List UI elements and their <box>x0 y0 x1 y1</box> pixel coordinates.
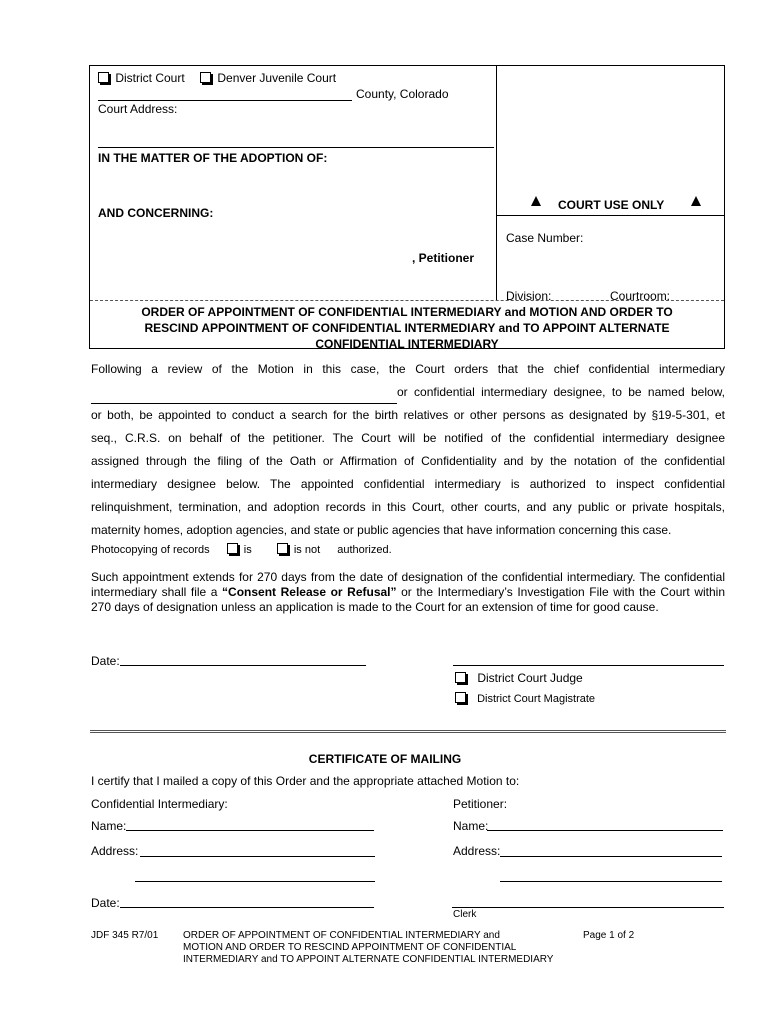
order-title-line2: RESCIND APPOINTMENT OF CONFIDENTIAL INTERMEDIARY and TO APPOINT ALTERNATE <box>144 321 670 335</box>
consent-release-text: “Consent Release or Refusal” <box>222 585 397 599</box>
district-court-checkbox[interactable] <box>98 72 109 83</box>
intermediary-col-title: Confidential Intermediary: <box>91 797 228 811</box>
paragraph-line: seq., C.R.S. on behalf of the petitioner. The Court will be notified of the confidential intermediary designee <box>91 431 725 445</box>
court-use-arrow-right <box>691 195 701 209</box>
paragraph-line: intermediary designee below. The appointed confidential intermediary is authorized to inspect confidential <box>91 477 725 491</box>
paragraph-line: maternity homes, adoption agencies, and state or public agencies that have information concerning this case. <box>91 523 672 537</box>
denver-juvenile-court-label: Denver Juvenile Court <box>217 71 337 85</box>
address-rule <box>98 147 494 148</box>
appointment-paragraph <box>91 570 725 615</box>
judge-option <box>455 671 583 685</box>
court-use-rule <box>497 215 724 216</box>
court-use-only-label: COURT USE ONLY <box>558 198 665 212</box>
order-paragraph <box>91 358 725 542</box>
triangle-up-icon <box>531 196 541 206</box>
footer-title-line1: ORDER OF APPOINTMENT OF CONFIDENTIAL INTERMEDIARY and <box>183 930 500 941</box>
photocopy-is-checkbox[interactable] <box>227 543 238 554</box>
case-number-label: Case Number: <box>506 231 584 245</box>
order-title-line1: ORDER OF APPOINTMENT OF CONFIDENTIAL INTERMEDIARY and MOTION AND ORDER TO <box>141 305 673 319</box>
certificate-heading: CERTIFICATE OF MAILING <box>308 752 462 766</box>
mailing-date-field[interactable] <box>120 907 374 908</box>
paragraph-line: or both, be appointed to conduct a search for the birth relatives or other persons as designated by §19-5-301, et <box>91 408 725 422</box>
footer-title-line2: MOTION AND ORDER TO RESCIND APPOINTMENT OF CONFIDENTIAL <box>183 942 517 953</box>
caption-box <box>89 65 725 349</box>
intermediary-address-field-2[interactable] <box>135 881 375 882</box>
mailing-date-label: Date: <box>91 896 120 910</box>
county-blank[interactable] <box>98 100 352 101</box>
intermediary-name-label: Name: <box>91 819 127 833</box>
photocopy-is-label: is <box>243 544 252 556</box>
courtroom-label: Courtroom: <box>610 289 671 303</box>
form-id: JDF 345 R7/01 <box>91 930 159 941</box>
concerning-label: AND CONCERNING: <box>98 206 214 220</box>
magistrate-option <box>455 692 595 705</box>
certificate-statement: I certify that I mailed a copy of this Order and the appropriate attached Motion to: <box>91 774 520 788</box>
intermediary-address-field[interactable] <box>140 856 375 857</box>
county-label: County, Colorado <box>356 87 449 101</box>
paragraph-line: Following a review of the Motion in this case, the Court orders that the chief confidential intermediary <box>91 362 725 376</box>
caption-vertical-divider <box>496 66 497 301</box>
matter-label: IN THE MATTER OF THE ADOPTION OF: <box>98 151 328 165</box>
caption-divider <box>90 300 724 301</box>
denver-juvenile-court-checkbox[interactable] <box>200 72 211 83</box>
magistrate-checkbox[interactable] <box>455 692 466 703</box>
triangle-up-icon <box>691 196 701 206</box>
petitioner-address-field[interactable] <box>500 856 722 857</box>
judge-checkbox[interactable] <box>455 672 466 683</box>
petitioner-address-field-2[interactable] <box>500 881 722 882</box>
photocopy-row <box>91 543 392 556</box>
intermediary-name-blank[interactable] <box>91 388 397 404</box>
section-separator <box>90 730 726 733</box>
paragraph-line-text: or confidential intermediary designee, to be named below, <box>397 385 725 399</box>
order-date-field[interactable] <box>120 665 366 666</box>
intermediary-name-field[interactable] <box>126 830 374 831</box>
paragraph-line <box>91 381 725 404</box>
photocopy-is-not-label: is not <box>293 544 321 556</box>
petitioner-address-label: Address: <box>453 844 501 858</box>
division-label: Division: <box>506 289 552 303</box>
appointment-text: Such appointment extends for 270 days from the date of designation of the confidential intermediary. The confidential intermediary shall file a <box>91 570 725 599</box>
photocopy-is-not-checkbox[interactable] <box>277 543 288 554</box>
appointment-text-end: or the Intermediary’s Investigation File with the Court within 270 days of designation unless an application is made to the Court for an extension of time for good cause. <box>91 585 725 614</box>
clerk-label: Clerk <box>453 909 477 920</box>
petitioner-name-field[interactable] <box>487 830 723 831</box>
paragraph-line: assigned through the filing of the Oath or Affirmation of Confidentiality and by the notation of the confidential <box>91 454 725 468</box>
order-title <box>90 304 724 352</box>
court-address-label: Court Address: <box>98 102 178 116</box>
order-date-label: Date: <box>91 654 120 668</box>
clerk-signature-line[interactable] <box>452 907 724 908</box>
photocopy-label: Photocopying of records <box>91 544 210 556</box>
footer-title-line3: INTERMEDIARY and TO APPOINT ALTERNATE CONFIDENTIAL INTERMEDIARY <box>183 954 554 965</box>
judge-label: District Court Judge <box>477 671 583 685</box>
authorized-label: authorized. <box>337 544 392 556</box>
paragraph-line: relinquishment, termination, and adoption records in this Court, other courts, and any public or private hospitals, <box>91 500 725 514</box>
page-number: Page 1 of 2 <box>583 930 635 941</box>
petitioner-col-title: Petitioner: <box>453 797 508 811</box>
district-court-label: District Court <box>115 71 185 85</box>
petitioner-label: , Petitioner <box>412 251 475 265</box>
court-selection <box>98 71 336 85</box>
order-title-line3: CONFIDENTIAL INTERMEDIARY <box>315 337 499 351</box>
footer-title <box>183 930 553 966</box>
court-use-arrow-left <box>531 195 541 209</box>
petitioner-name-label: Name: <box>453 819 489 833</box>
magistrate-label: District Court Magistrate <box>477 693 596 705</box>
intermediary-address-label: Address: <box>91 844 139 858</box>
judge-signature-line[interactable] <box>453 665 724 666</box>
